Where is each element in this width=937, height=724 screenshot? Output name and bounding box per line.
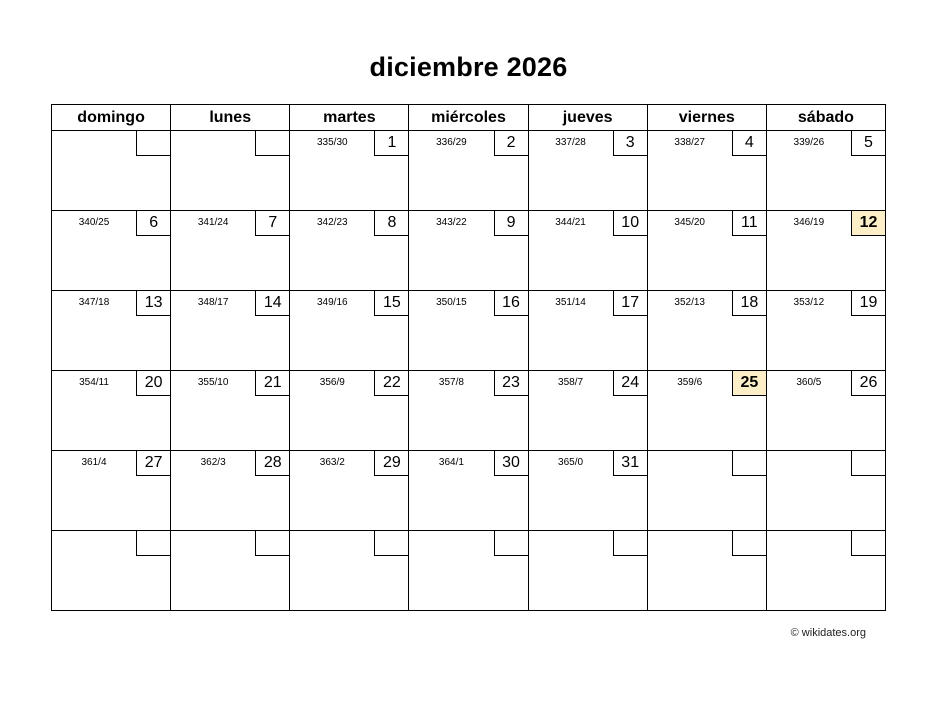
day-of-year-label: 346/19 <box>793 217 825 228</box>
calendar-day-cell <box>647 451 766 531</box>
day-number <box>136 531 170 556</box>
calendar-day-cell <box>766 131 885 211</box>
day-number <box>851 531 885 556</box>
day-number: 10 <box>613 211 647 236</box>
calendar-day-cell <box>171 291 290 371</box>
weekday-header: jueves <box>528 105 647 131</box>
calendar-day-cell <box>647 131 766 211</box>
day-number: 9 <box>494 211 528 236</box>
day-number: 24 <box>613 371 647 396</box>
day-number: 14 <box>255 291 289 316</box>
weekday-header: lunes <box>171 105 290 131</box>
day-number: 30 <box>494 451 528 476</box>
day-number <box>494 531 528 556</box>
calendar-day-cell <box>409 211 528 291</box>
day-number: 19 <box>851 291 885 316</box>
day-number: 11 <box>732 211 766 236</box>
calendar-day-cell <box>766 291 885 371</box>
calendar-day-cell <box>171 131 290 211</box>
weekday-header: miércoles <box>409 105 528 131</box>
calendar-day-cell <box>52 131 171 211</box>
calendar-day-cell <box>647 531 766 611</box>
calendar-title: diciembre 2026 <box>369 52 568 82</box>
day-of-year-label: 340/25 <box>78 217 110 228</box>
day-number: 29 <box>374 451 408 476</box>
day-number: 22 <box>374 371 408 396</box>
calendar-day-cell <box>528 131 647 211</box>
day-of-year-label: 343/22 <box>436 217 467 228</box>
day-number: 1 <box>374 131 408 156</box>
day-of-year-label: 348/17 <box>197 297 229 308</box>
day-number: 27 <box>136 451 170 476</box>
calendar-day-cell <box>409 531 528 611</box>
calendar-day-cell <box>766 451 885 531</box>
day-number <box>136 131 170 156</box>
weekday-header: sábado <box>766 105 885 131</box>
day-number: 18 <box>732 291 766 316</box>
day-of-year-label: 337/28 <box>555 137 586 148</box>
day-of-year-label: 355/10 <box>197 377 229 388</box>
weekday-header: martes <box>290 105 409 131</box>
calendar-day-cell <box>409 291 528 371</box>
day-of-year-label: 359/6 <box>677 377 703 388</box>
day-number: 7 <box>255 211 289 236</box>
calendar-day-cell <box>409 371 528 451</box>
calendar-day-cell <box>409 451 528 531</box>
calendar-day-cell <box>52 211 171 291</box>
day-number: 4 <box>732 131 766 156</box>
day-of-year-label: 350/15 <box>436 297 467 308</box>
calendar-day-cell <box>409 131 528 211</box>
weekday-header: viernes <box>647 105 766 131</box>
day-number: 13 <box>136 291 170 316</box>
day-of-year-label: 365/0 <box>558 457 584 468</box>
day-of-year-label: 351/14 <box>555 297 586 308</box>
day-number <box>255 131 289 156</box>
day-number <box>374 531 408 556</box>
day-number <box>851 451 885 476</box>
day-of-year-label: 361/4 <box>81 457 107 468</box>
day-of-year-label: 349/16 <box>316 297 348 308</box>
calendar-day-cell <box>528 291 647 371</box>
calendar-week-row <box>52 371 886 451</box>
calendar-day-cell <box>52 371 171 451</box>
day-number: 20 <box>136 371 170 396</box>
day-of-year-label: 356/9 <box>319 377 345 388</box>
holiday-day-number: 25 <box>732 371 766 396</box>
day-number: 2 <box>494 131 528 156</box>
calendar-week-row <box>52 531 886 611</box>
day-number <box>255 531 289 556</box>
calendar-day-cell <box>290 451 409 531</box>
day-of-year-label: 347/18 <box>78 297 110 308</box>
day-of-year-label: 335/30 <box>316 137 348 148</box>
day-number: 8 <box>374 211 408 236</box>
day-number: 31 <box>613 451 647 476</box>
day-of-year-label: 342/23 <box>316 217 348 228</box>
day-of-year-label: 339/26 <box>793 137 825 148</box>
day-of-year-label: 353/12 <box>793 297 825 308</box>
holiday-day-number: 12 <box>851 211 885 236</box>
day-of-year-label: 338/27 <box>674 137 705 148</box>
footer-credit: © wikidates.org <box>790 627 866 639</box>
day-number: 15 <box>374 291 408 316</box>
day-number <box>732 451 766 476</box>
day-number: 5 <box>851 131 885 156</box>
day-number: 23 <box>494 371 528 396</box>
day-number <box>732 531 766 556</box>
calendar-day-cell <box>171 531 290 611</box>
calendar-day-cell <box>528 531 647 611</box>
day-number: 16 <box>494 291 528 316</box>
weekday-header: domingo <box>52 105 171 131</box>
calendar-week-row <box>52 291 886 371</box>
day-of-year-label: 345/20 <box>674 217 705 228</box>
calendar-day-cell <box>171 451 290 531</box>
calendar-day-cell <box>766 531 885 611</box>
calendar-week-row <box>52 451 886 531</box>
day-of-year-label: 352/13 <box>674 297 705 308</box>
day-number: 26 <box>851 371 885 396</box>
day-number: 6 <box>136 211 170 236</box>
calendar-day-cell <box>647 371 766 451</box>
day-number: 17 <box>613 291 647 316</box>
day-of-year-label: 357/8 <box>438 377 464 388</box>
calendar-week-row <box>52 131 886 211</box>
calendar-day-cell <box>52 531 171 611</box>
calendar-grid <box>51 104 886 611</box>
day-of-year-label: 344/21 <box>555 217 586 228</box>
day-number: 3 <box>613 131 647 156</box>
calendar-day-cell <box>647 291 766 371</box>
day-of-year-label: 336/29 <box>436 137 467 148</box>
day-of-year-label: 360/5 <box>796 377 822 388</box>
weekday-header-row <box>52 105 886 131</box>
calendar-day-cell <box>766 371 885 451</box>
calendar-day-cell <box>528 211 647 291</box>
day-number: 28 <box>255 451 289 476</box>
calendar-day-cell <box>290 131 409 211</box>
day-number <box>613 531 647 556</box>
day-of-year-label: 358/7 <box>558 377 584 388</box>
calendar-day-cell <box>52 291 171 371</box>
calendar-day-cell <box>290 211 409 291</box>
calendar-day-cell <box>290 531 409 611</box>
day-number: 21 <box>255 371 289 396</box>
calendar-day-cell <box>171 371 290 451</box>
calendar-day-cell <box>528 371 647 451</box>
calendar-day-cell <box>290 291 409 371</box>
calendar-day-cell <box>647 211 766 291</box>
calendar-day-cell <box>52 451 171 531</box>
day-of-year-label: 364/1 <box>438 457 464 468</box>
day-of-year-label: 362/3 <box>200 457 226 468</box>
day-of-year-label: 354/11 <box>79 377 109 388</box>
calendar-day-cell <box>290 371 409 451</box>
day-of-year-label: 363/2 <box>319 457 345 468</box>
calendar-day-cell <box>171 211 290 291</box>
day-of-year-label: 341/24 <box>197 217 229 228</box>
calendar-week-row <box>52 211 886 291</box>
calendar-day-cell <box>766 211 885 291</box>
calendar-day-cell <box>528 451 647 531</box>
